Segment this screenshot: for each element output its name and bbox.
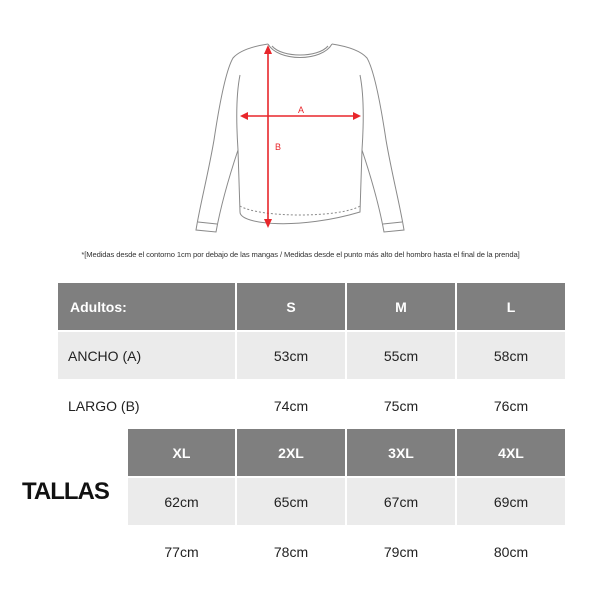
cell-largo-s: 74cm (273, 397, 309, 414)
row-label-ancho: ANCHO (A) (58, 332, 235, 379)
label-b: B (275, 142, 282, 152)
row-label-largo: LARGO (B) (68, 397, 140, 414)
header-2xl: 2XL (237, 429, 345, 476)
header-adultos: Adultos: (58, 283, 235, 330)
tallas-label: TALLAS (22, 478, 109, 505)
cell-largo-l: 76cm (493, 397, 529, 414)
cell-largo-3xl: 79cm (383, 543, 419, 560)
cell-ancho-3xl: 67cm (347, 478, 455, 525)
long-sleeve-shirt-diagram (0, 0, 601, 245)
label-a: A (297, 105, 305, 115)
cell-ancho-m: 55cm (347, 332, 455, 379)
header-4xl: 4XL (457, 429, 565, 476)
measurement-note: *[Medidas desde el contorno 1cm por debajo de las mangas / Medidas desde el punto más alto del hombro hasta el final de la prenda] (81, 250, 520, 259)
header-3xl: 3XL (347, 429, 455, 476)
header-xl: XL (128, 429, 235, 476)
cell-ancho-s: 53cm (237, 332, 345, 379)
header-l: L (457, 283, 565, 330)
cell-largo-xl: 77cm (164, 543, 199, 560)
cell-largo-m: 75cm (383, 397, 419, 414)
cell-largo-2xl: 78cm (273, 543, 309, 560)
cell-ancho-4xl: 69cm (457, 478, 565, 525)
header-s: S (237, 283, 345, 330)
cell-ancho-2xl: 65cm (237, 478, 345, 525)
cell-ancho-xl: 62cm (128, 478, 235, 525)
cell-ancho-l: 58cm (457, 332, 565, 379)
cell-largo-4xl: 80cm (493, 543, 529, 560)
header-m: M (347, 283, 455, 330)
